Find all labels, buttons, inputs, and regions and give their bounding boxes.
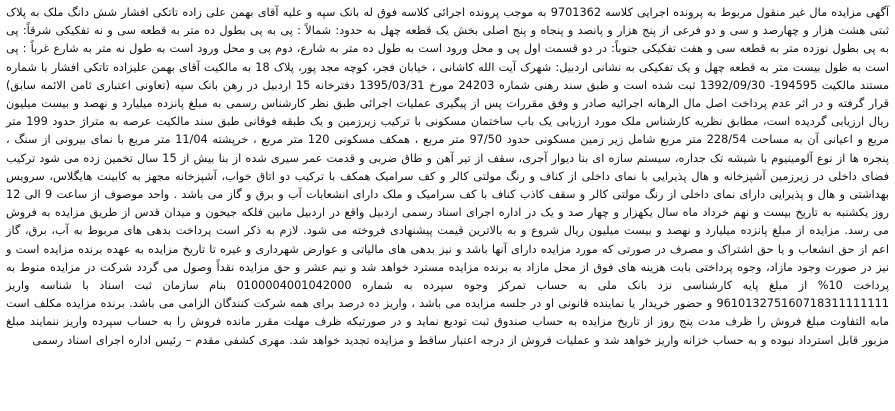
auction-notice-text: آگهی مزایده مال غیر منقول مربوط به پرونده اجرایی کلاسه 9701362 به موجب پرونده اجرائی کلاسه فوق له بانک سپه و علیه آقای بهمن علی زاده تاتکی افشار شش دانگ ملک به پلاک ثبتی هشت هزار و چهارصد و سی و دو فرعی از پنج هزار و پانصد و پنجاه و پنج اصلی بخش یک قطعه چهل به حدود: شمالاً : پی به پی بطول ده متر به قطعه سی و نه تفکیکی شرقاً: پی به پی بطول نوزده متر به قطعه سی و هفت تفکیکی جنوباً: در دو قسمت اول پی و محل ورود است به طول ده متر به شارع، دوم پی و محل ورود است به طول نه متر به شارع غرباً : پی است به طول بیست متر به قطعه چهل و یک تفکیکی به نشانی اردبیل: شهرک آیت الله کاشانی ، خیابان فجر، کوچه مجد پور، پلاک 18 به مالکیت آقای بهمن علیزاده تاتکی افشار با شماره مستند مالکیت 194595- 1392/09/30 ثبت شده است و طبق سند رهنی شماره 24203 مورخ 1395/03/31 دفترخانه 15 اردبیل در رهن بانک سپه (تعاونی اعتباری ثامن الائمه سابق) قرار گرفته و در اثر عدم پرداخت اصل مال الرهانه اجرائیه صادر و وفق مقررات پس از پیگیری عملیات اجرائی طبق نظر کارشناس رسمی به مبلغ پانزده میلیارد و نهصد و بیست میلیون ریال ارزیابی گردیده است، مطابق نظریه کارشناس ملک مورد ارزیابی یک باب ساختمان مسکونی با ترکیب زیرزمین و یک طبقه فوقانی طبق سند مالکیت عرصه به متراژ حدود 199 متر مربع و اعیانی آن به مساحت 228/54 متر مربع شامل زیر زمین مسکونی حدود 97/50 متر مربع ، همکف مسکونی 120 متر مربع ، خرپشته 11/04 متر مربع با نمای بیرونی از سنگ ، پنجره ها از نوع آلومینیوم با شیشه تک جداره، سیستم سازه ای بنا دیوار آجری، سقف از تیر آهن و طاق ضربی و قدمت عمر سیری شده از بنا بیش از 15 سال تخمین زده می شود ترکیب فضای داخلی در زیرزمین آشپزخانه و هال پذیرایی با نمای داخلی از کناف و رنگ مولتی کالر و کف سرامیک همکف با ترکیب دو اتاق خواب، آشپزخانه مجهز به کابینت هایگلاس، سرویس بهداشتی و هال و پذیرایی دارای نمای داخلی از رنگ مولتی کالر و سقف کاذب کناف با کف سرامیک و ملک دارای انشعابات آب و برق و گاز می باشد . واحد موصوف از ساعت 9 الی 12 روز یکشنبه به تاریخ بیست و نهم خرداد ماه سال یکهزار و چهار صد و یک در اداره اجرای اسناد رسمی اردبیل واقع در اردبیل مابین فلکه جیحون و میدان قدس از طریق مزایده به فروش می رسد. مزایده از مبلغ پانزده میلیارد و نهصد و بیست میلیون ریال شروع و به بالاترین قیمت پیشنهادی فروخته می شود. لازم به ذکر است پرداخت بدهی های مربوط به آب، برق، گاز اعم از حق انشعاب و یا حق اشتراک و مصرف در صورتی که مورد مزایده دارای آنها باشد و نیز بدهی های مالیاتی و عوارض شهرداری و غیره تا تاریخ مزایده به عهده برنده مزایده است و نیز در صورت وجود مازاد، وجوه پرداختی بابت هزینه های فوق از محل مازاد به برنده مزایده مسترد خواهد شد و نیم عشر و حق مزایده نقداً وصول می گردد شرکت در مزایده منوط به پرداخت 10% از مبلغ پایه کارشناسی نزد بانک ملی به حساب تمرکز وجوه سپرده به شماره 0100004001042000 بنام سازمان ثبت اسناد با شناسه واریز 961013275160718311111111 و حضور خریدار یا نماینده قانونی او در جلسه مزایده می باشد ، واریز ده درصد برای همه شرکت کنندگان الزامی می باشد. برنده مزایده مکلف است مابه التفاوت مبلغ فروش را ظرف مدت پنج روز از تاریخ مزایده به حساب صندوق ثبت تودیع نماید و در صورتیکه ظرف مهلت مقرر مانده فروش را به حساب سپرده واریز ننمایند مبلغ مزبور قابل استرداد نبوده و به حساب خزانه واریز خواهد شد و عملیات فروش از درجه اعتبار ساقط و مزایده تجدید خواهد شد. مهری کشفی مقدم – رئیس اداره اجرای اسناد رسمی — [6, 6, 890, 347]
